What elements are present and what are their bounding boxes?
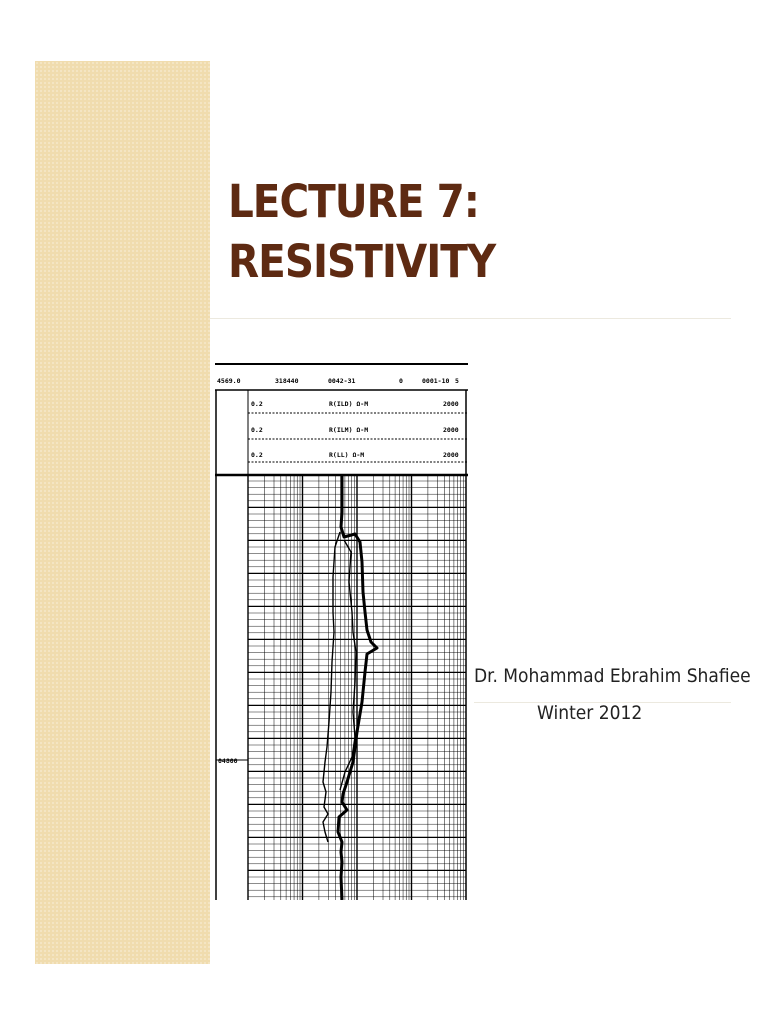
title-divider (210, 318, 731, 319)
track-name: R(ILD) Ω-M (329, 400, 369, 408)
slide-title (228, 172, 495, 292)
track-max: 2000 (443, 400, 459, 408)
term-label: Winter 2012 (537, 702, 643, 724)
header-field: 4569.0 (217, 377, 241, 385)
track-max: 2000 (443, 426, 459, 434)
title-line-2: RESISTIVITY (228, 235, 496, 288)
track-min: 0.2 (251, 451, 263, 459)
header-field: 0042-31 (328, 377, 356, 385)
header-field: 318440 (275, 377, 299, 385)
log-grid (248, 390, 466, 900)
resistivity-log-image (215, 362, 468, 900)
track-min: 0.2 (251, 400, 263, 408)
log-header (215, 364, 468, 475)
track-min: 0.2 (251, 426, 263, 434)
log-figure (215, 362, 468, 900)
track-max: 2000 (443, 451, 459, 459)
title-line-1: LECTURE 7: (228, 175, 479, 228)
decorative-sidebar (35, 61, 210, 964)
header-field: 0001-10 (422, 377, 450, 385)
header-field: 0 (399, 377, 403, 385)
depth-label: 04800 (218, 757, 238, 765)
header-field: 5 (455, 377, 459, 385)
author-name: Dr. Mohammad Ebrahim Shafiee (474, 665, 751, 687)
track-name: R(ILM) Ω-M (329, 426, 369, 434)
log-curves (323, 475, 377, 900)
track-name: R(LL) Ω-M (329, 451, 365, 459)
curve-ilm (323, 532, 340, 842)
